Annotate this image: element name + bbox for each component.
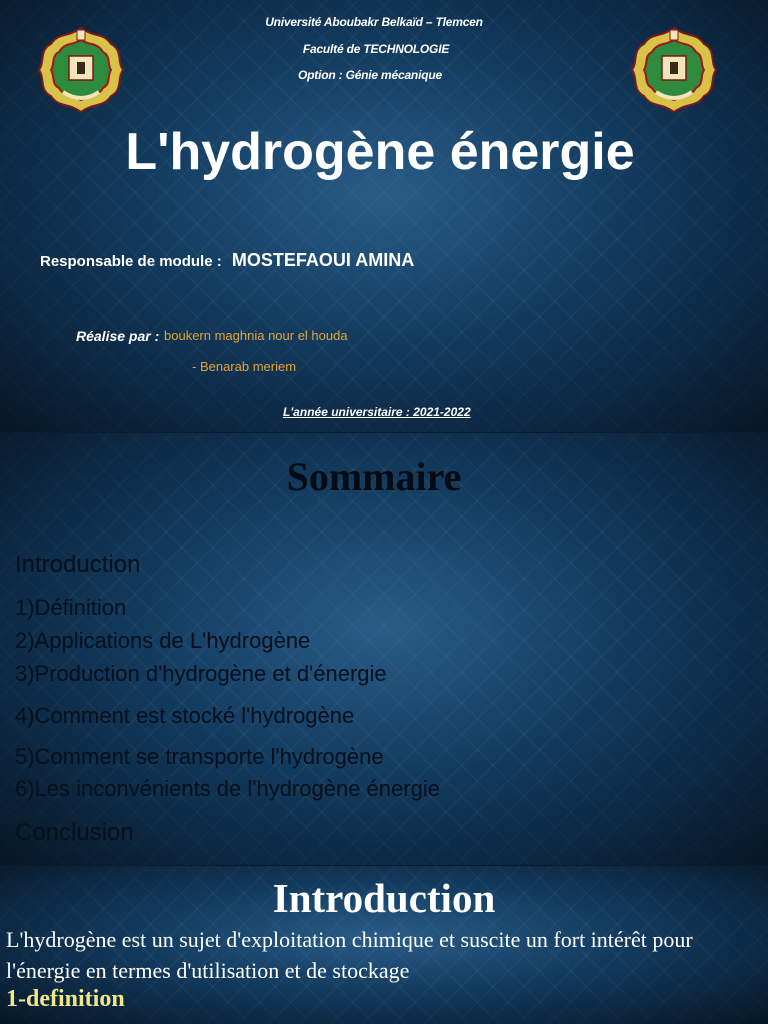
author-name: - Benarab meriem — [192, 359, 297, 374]
toc-item: 6)Les inconvénients de l'hydrogène énergie — [15, 776, 440, 801]
responsable-label: Responsable de module : — [40, 253, 222, 270]
introduction-text: L'hydrogène est un sujet d'exploitation chimique et suscite un fort intérêt pour l'énergie en termes d'utilisation et de stockage — [6, 927, 693, 983]
title-slide — [0, 0, 768, 432]
toc-item: 1)Définition — [15, 595, 127, 620]
academic-year: L'année universitaire : 2021-2022 — [283, 405, 471, 419]
toc-item: 4)Comment est stocké l'hydrogène — [15, 703, 355, 728]
sommaire-slide — [0, 433, 768, 865]
toc-item: Conclusion — [15, 819, 134, 846]
responsable-line — [40, 250, 414, 271]
toc-item: 2)Applications de L'hydrogène — [15, 628, 311, 653]
faculty-name: Faculté de TECHNOLOGIE — [302, 42, 450, 56]
author-name: boukern maghnia nour el houda — [164, 328, 348, 343]
toc-item: 3)Production d'hydrogène et d'énergie — [15, 661, 387, 686]
introduction-title: Introduction — [272, 875, 496, 921]
sommaire-title: Sommaire — [286, 454, 462, 499]
responsable-name: MOSTEFAOUI AMINA — [231, 250, 415, 270]
option-name: Option : Génie mécanique — [298, 68, 442, 82]
university-name: Université Aboubakr Belkaïd – Tlemcen — [265, 15, 483, 29]
toc-item: 5)Comment se transporte l'hydrogène — [15, 744, 384, 769]
realise-label: Réalise par : — [76, 328, 160, 344]
toc-item: Introduction — [15, 551, 141, 578]
presentation-title: L'hydrogène énergie — [125, 123, 635, 181]
introduction-slide — [0, 866, 768, 1024]
definition-heading: 1-definition — [6, 986, 125, 1012]
